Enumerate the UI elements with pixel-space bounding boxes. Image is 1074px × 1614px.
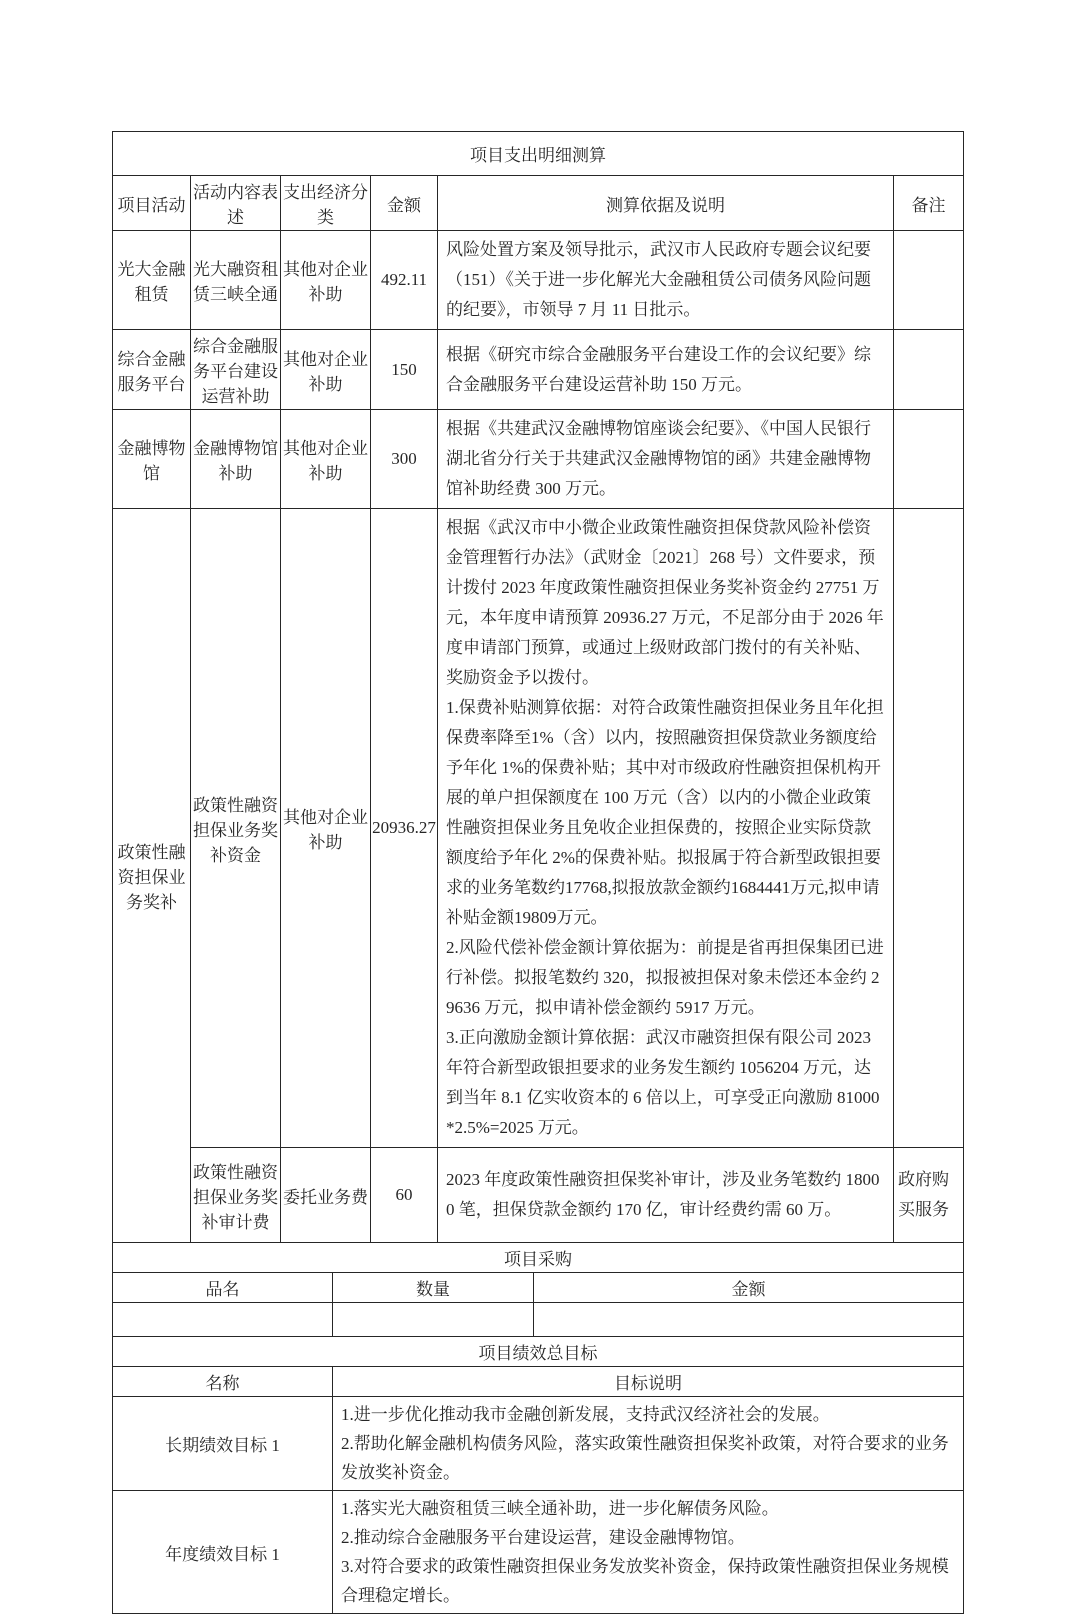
basis-paragraph: 3.正向激励金额计算依据：武汉市融资担保有限公司 2023 年符合新型政银担要求的业务发生额约 1056204 万元，达到当年 8.1 亿实收资本的 6 倍以上，可享受正向激励 81000*2.5%=2025 万元。 xyxy=(446,1028,880,1137)
cell-goal-description xyxy=(333,1397,964,1491)
col-header-content: 活动内容表述 xyxy=(191,176,281,231)
cell-content: 光大融资租赁三峡全通 xyxy=(191,231,281,330)
col-header-note: 备注 xyxy=(894,176,964,231)
col-header-basis: 测算依据及说明 xyxy=(438,176,894,231)
expenditure-detail-table xyxy=(112,131,964,1243)
col-header-goal-name: 名称 xyxy=(113,1367,333,1397)
cell-note xyxy=(894,231,964,330)
cell-activity: 光大金融租赁 xyxy=(113,231,191,330)
goal-line: 2.推动综合金融服务平台建设运营，建设金融博物馆。 xyxy=(341,1528,745,1547)
section-title-performance: 项目绩效总目标 xyxy=(113,1337,964,1367)
cell-category: 其他对企业补助 xyxy=(281,509,371,1148)
cell-basis: 风险处置方案及领导批示，武汉市人民政府专题会议纪要（151）《关于进一步化解光大金融租赁公司债务风险问题的纪要》，市领导 7 月 11 日批示。 xyxy=(438,231,894,330)
cell-basis xyxy=(438,509,894,1148)
table-row xyxy=(113,509,964,1148)
table-row xyxy=(113,1491,964,1614)
table-row xyxy=(113,1303,964,1337)
section-title-detail: 项目支出明细测算 xyxy=(113,132,964,176)
table-row xyxy=(113,1148,964,1243)
cell-activity: 综合金融服务平台 xyxy=(113,330,191,410)
cell-basis: 2023 年度政策性融资担保奖补审计，涉及业务笔数约 18000 笔，担保贷款金额约 170 亿，审计经费约需 60 万。 xyxy=(438,1148,894,1243)
table-row xyxy=(113,1397,964,1491)
cell-item-quantity xyxy=(333,1303,534,1337)
cell-category: 其他对企业补助 xyxy=(281,231,371,330)
procurement-table xyxy=(112,1242,964,1337)
col-header-item-amount: 金额 xyxy=(534,1273,964,1303)
cell-goal-name: 年度绩效目标 1 xyxy=(113,1491,333,1614)
cell-category: 其他对企业补助 xyxy=(281,330,371,410)
section-title-procurement: 项目采购 xyxy=(113,1243,964,1273)
goal-line: 1.落实光大融资租赁三峡全通补助，进一步化解债务风险。 xyxy=(341,1499,779,1518)
goal-line: 3.对符合要求的政策性融资担保业务发放奖补资金，保持政策性融资担保业务规模合理稳定增长。 xyxy=(341,1557,949,1605)
goal-line: 1.进一步优化推动我市金融创新发展，支持武汉经济社会的发展。 xyxy=(341,1405,830,1424)
col-header-quantity: 数量 xyxy=(333,1273,534,1303)
col-header-activity: 项目活动 xyxy=(113,176,191,231)
cell-item-amount xyxy=(534,1303,964,1337)
table-row xyxy=(113,231,964,330)
performance-goals-table xyxy=(112,1336,964,1614)
cell-content: 综合金融服务平台建设运营补助 xyxy=(191,330,281,410)
col-header-goal-description: 目标说明 xyxy=(333,1367,964,1397)
table-row xyxy=(113,410,964,509)
cell-note xyxy=(894,410,964,509)
cell-goal-name: 长期绩效目标 1 xyxy=(113,1397,333,1491)
cell-basis: 根据《共建武汉金融博物馆座谈会纪要》、《中国人民银行湖北省分行关于共建武汉金融博物馆的函》共建金融博物馆补助经费 300 万元。 xyxy=(438,410,894,509)
basis-paragraph: 根据《武汉市中小微企业政策性融资担保贷款风险补偿资金管理暂行办法》（武财金〔2021〕268 号）文件要求，预计拨付 2023 年度政策性融资担保业务奖补资金约 27751 万元，本年度申请预算 20936.27 万元，不足部分由于 2026 年度申请部门预算，或通过上级财政部门拨付的有关补贴、奖励资金予以拨付。 xyxy=(446,518,884,687)
col-header-amount: 金额 xyxy=(371,176,438,231)
cell-content: 政策性融资担保业务奖补资金 xyxy=(191,509,281,1148)
cell-amount: 300 xyxy=(371,410,438,509)
basis-paragraph: 1.保费补贴测算依据：对符合政策性融资担保业务且年化担保费率降至1%（含）以内，按照融资担保贷款业务额度给予年化 1%的保费补贴；其中对市级政府性融资担保机构开展的单户担保额度在 100 万元（含）以内的小微企业政策性融资担保业务且免收企业担保费的，按照企业实际贷款额度给予年化 2%的保费补贴。拟报属于符合新型政银担要求的业务笔数约17768,拟报放款金额约1684441万元,拟申请补贴金额19809万元。 xyxy=(446,698,884,927)
cell-note: 政府购买服务 xyxy=(894,1148,964,1243)
cell-category: 委托业务费 xyxy=(281,1148,371,1243)
basis-paragraph: 2.风险代偿补偿金额计算依据为：前提是省再担保集团已进行补偿。拟报笔数约 320，拟报被担保对象未偿还本金约 29636 万元，拟申请补偿金额约 5917 万元。 xyxy=(446,938,884,1017)
cell-amount: 20936.27 xyxy=(371,509,438,1148)
cell-content: 政策性融资担保业务奖补审计费 xyxy=(191,1148,281,1243)
col-header-category: 支出经济分类 xyxy=(281,176,371,231)
cell-goal-description xyxy=(333,1491,964,1614)
goal-line: 2.帮助化解金融机构债务风险，落实政策性融资担保奖补政策，对符合要求的业务发放奖补资金。 xyxy=(341,1434,949,1482)
col-header-item-name: 品名 xyxy=(113,1273,333,1303)
cell-activity: 金融博物馆 xyxy=(113,410,191,509)
table-row xyxy=(113,330,964,410)
cell-content: 金融博物馆补助 xyxy=(191,410,281,509)
cell-amount: 60 xyxy=(371,1148,438,1243)
budget-document xyxy=(112,131,963,1614)
cell-category: 其他对企业补助 xyxy=(281,410,371,509)
cell-activity-merged: 政策性融资担保业务奖补 xyxy=(113,509,191,1243)
cell-note xyxy=(894,509,964,1148)
cell-item-name xyxy=(113,1303,333,1337)
cell-amount: 492.11 xyxy=(371,231,438,330)
cell-note xyxy=(894,330,964,410)
cell-basis: 根据《研究市综合金融服务平台建设工作的会议纪要》综合金融服务平台建设运营补助 150 万元。 xyxy=(438,330,894,410)
cell-amount: 150 xyxy=(371,330,438,410)
